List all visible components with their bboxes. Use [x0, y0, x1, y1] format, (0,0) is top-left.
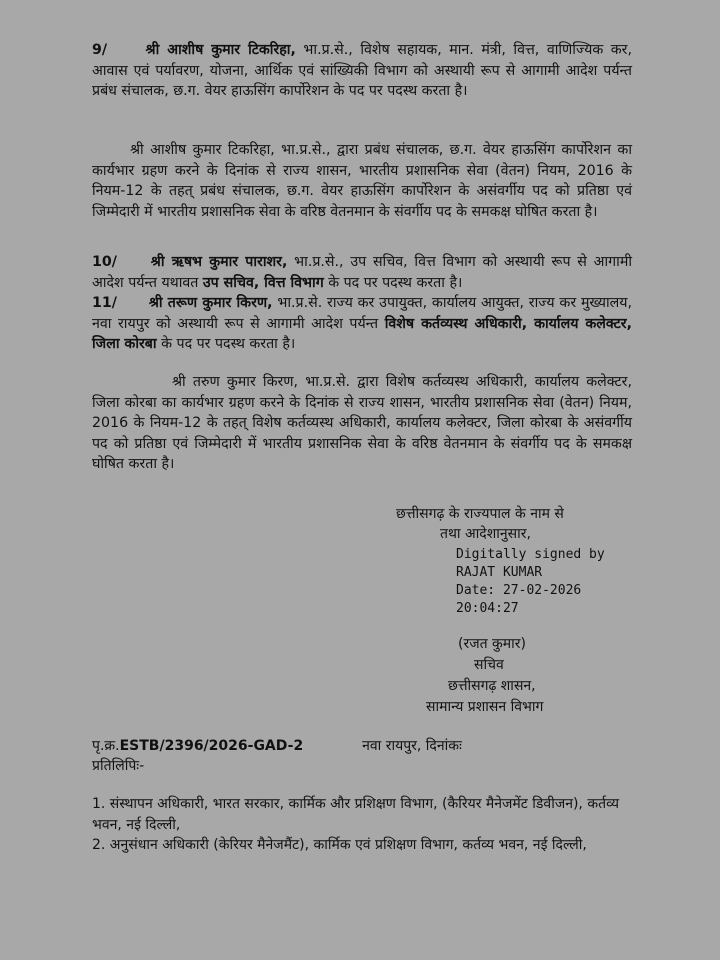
posting-title: उप सचिव, वित्त विभाग — [202, 274, 324, 291]
order-item-9 — [92, 40, 632, 102]
signatory-name: (रजत कुमार) — [458, 636, 526, 652]
item-text: भा.प्र.से., विशेष सहायक, मान. मंत्री, वित्त, वाणिज्यिक कर, आवास एवं पर्यावरण, योजना, आर्थिक एवं सांख्यिकी विभाग को अस्थायी रूप से आगामी आदेश पर्यन्त प्रबंध संचालक, छ.ग. वेयर हाऊसिंग कार्पोरेशन के पद पर पदस्थ करता है। — [92, 42, 632, 99]
reference-prefix: पृ.क्र. — [92, 738, 120, 754]
place-date: नवा रायपुर, दिनांकः — [362, 738, 462, 754]
copy-list-item: 1. संस्थापन अधिकारी, भारत सरकार, कार्मिक और प्रशिक्षण विभाग, (कैरियर मैनेजमेंट डिवीजन), कर्तव्य भवन, नई दिल्ली, — [92, 796, 619, 833]
order-item-11 — [92, 293, 632, 355]
item-number: 10/ — [92, 254, 117, 270]
reference-line — [92, 736, 652, 757]
order-item-10 — [92, 252, 632, 293]
item-text: भा.प्र.से., उप सचिव, वित्त विभाग को अस्थायी रूप से आगामी आदेश पर्यन्त यथावत — [92, 254, 632, 291]
copy-list-item: 2. अनुसंधान अधिकारी (केरियर मैनेजमैंट), कार्मिक एवं प्रशिक्षण विभाग, कर्तव्य भवन, नई दिल्ली, — [92, 837, 587, 853]
copy-to-label: प्रतिलिपिः- — [92, 758, 145, 774]
digital-signature-label: Digitally signed by — [456, 547, 605, 562]
officer-name: श्री ऋषभ कुमार पाराशर, — [150, 254, 288, 270]
item-9-equivalence-paragraph: श्री आशीष कुमार टिकरिहा, भा.प्र.से., द्वारा प्रबंध संचालक, छ.ग. वेयर हाऊसिंग कार्पोरेशन का कार्यभार ग्रहण करने के दिनांक से राज्य शासन, भारतीय प्रशासनिक सेवा (वेतन) नियम, 2016 के नियम-12 के तहत् प्रबंध संचालक, छ.ग. वेयर हाऊसिंग कार्पोरेशन के असंवर्गीय पद को प्रतिष्ठा एवं जिम्मेदारी में भारतीय प्रशासनिक सेवा के वरिष्ठ वेतनमान के संवर्गीय पद के समकक्ष घोषित करता है। — [92, 142, 632, 220]
signature-line-1: छत्तीसगढ़ के राज्यपाल के नाम से — [396, 506, 564, 522]
officer-name: श्री आशीष कुमार टिकरिहा, — [145, 42, 296, 58]
item-11-equivalence-paragraph: श्री तरुण कुमार किरण, भा.प्र.से. द्वारा विशेष कर्तव्यस्थ अधिकारी, कार्यालय कलेक्टर, जिला कोरबा का कार्यभार ग्रहण करने के दिनांक से राज्य शासन, भारतीय प्रशासनिक सेवा (वेतन) नियम, 2016 के नियम-12 के तहत् विशेष कर्तव्यस्थ अधिकारी, कार्यालय कलेक्टर, जिला कोरबा के असंवर्गीय पद को प्रतिष्ठा एवं जिम्मेदारी में भारतीय प्रशासनिक सेवा के वरिष्ठ वेतनमान के संवर्गीय पद के समकक्ष घोषित करता है। — [92, 374, 632, 472]
digital-signature-time: 20:04:27 — [456, 601, 519, 616]
officer-name: श्री तरूण कुमार किरण, — [148, 295, 273, 311]
reference-number: ESTB/2396/2026-GAD-2 — [119, 738, 304, 754]
item-text-end: के पद पर पदस्थ करता है। — [161, 336, 296, 352]
item-number: 11/ — [92, 295, 117, 311]
item-text-end: के पद पर पदस्थ करता है। — [328, 274, 463, 291]
signatory-government: छत्तीसगढ़ शासन, — [448, 678, 536, 694]
item-number: 9/ — [92, 42, 108, 58]
digital-signature-signer: RAJAT KUMAR — [456, 565, 543, 580]
item-text: भा.प्र.से. राज्य कर उपायुक्त, कार्यालय आयुक्त, राज्य कर मुख्यालय, नवा रायपुर को अस्थायी रूप से आगामी आदेश पर्यन्त — [92, 295, 632, 332]
signature-line-2: तथा आदेशानुसार, — [440, 526, 531, 542]
digital-signature-date: Date: 27-02-2026 — [456, 583, 582, 598]
signatory-department: सामान्य प्रशासन विभाग — [426, 699, 544, 715]
posting-title: विशेष कर्तव्यस्थ अधिकारी, कार्यालय कलेक्टर, जिला कोरबा — [92, 315, 632, 352]
signatory-designation: सचिव — [474, 657, 504, 673]
